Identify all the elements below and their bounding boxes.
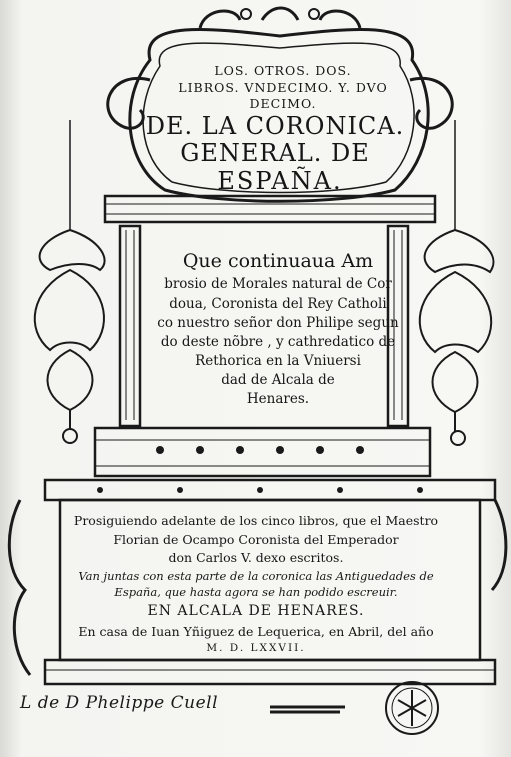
title-main-1: DE. LA CORONICA.	[145, 112, 405, 140]
italic-line-2: España, que hasta agora se han podido escreuir.	[114, 585, 398, 599]
subtitle-line-5: Rethorica en la Vniuersi	[195, 353, 361, 369]
subtitle-line-3: co nuestro señor don Philipe segun	[157, 315, 399, 331]
title-main-2: GENERAL. DE	[180, 139, 370, 167]
subtitle-line-6: dad de Alcala de	[221, 372, 335, 388]
lower-line-2: Florian de Ocampo Coronista del Emperador	[113, 532, 399, 547]
subtitle-line-7: Henares.	[246, 391, 310, 407]
subtitle-line-2: doua, Coronista del Rey Catholi	[169, 296, 387, 312]
handwritten-signature: L de D Phelippe Cuell	[20, 693, 219, 713]
title-main-3: ESPAÑA.	[217, 167, 343, 195]
title-line-1: LOS. OTROS. DOS.	[214, 63, 352, 78]
imprint-address: En casa de Iuan Yñiguez de Lequerica, en Abril, del año	[78, 624, 434, 639]
library-stamp-icon	[386, 682, 438, 734]
italic-line-1: Van juntas con esta parte de la coronica las Antiguedades de	[78, 569, 434, 583]
subtitle-line-0: Que continuaua Am	[182, 250, 374, 272]
lower-line-1: Prosiguiendo adelante de los cinco libros, que el Maestro	[73, 513, 439, 528]
title-line-3: DECIMO.	[249, 96, 317, 111]
subtitle-line-4: do deste nõbre , y cathredatico de	[160, 334, 396, 350]
lower-line-3: don Carlos V. dexo escritos.	[168, 550, 344, 565]
subtitle-line-1: brosio de Morales natural de Cor	[164, 276, 392, 292]
imprint-year: M. D. LXXVII.	[206, 642, 306, 654]
title-line-2: LIBROS. VNDECIMO. Y. DVO	[178, 80, 388, 95]
imprint-place: EN ALCALA DE HENARES.	[147, 603, 365, 619]
